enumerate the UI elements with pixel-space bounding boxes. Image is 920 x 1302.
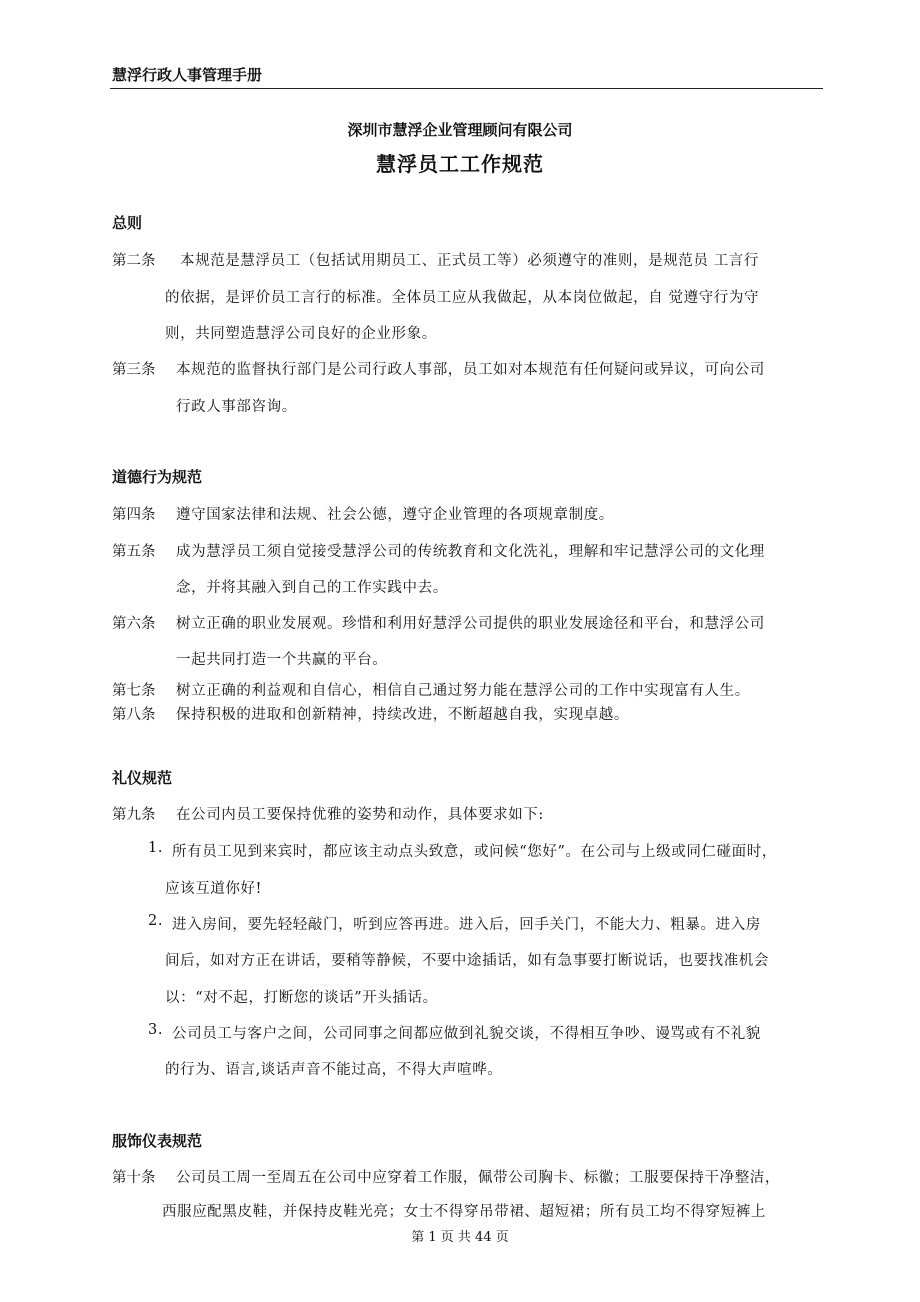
article-label: 第九条 [112, 807, 156, 823]
running-header: 慧浮行政人事管理手册 [112, 66, 263, 84]
list-item-text: 应该互道你好! [165, 881, 263, 897]
company-name: 深圳市慧浮企业管理顾问有限公司 [347, 121, 573, 139]
document-title: 慧浮员工工作规范 [376, 152, 544, 176]
article-label: 第二条 [112, 253, 156, 269]
article-text: 公司员工周一至周五在公司中应穿着工作服，佩带公司胸卡、标徽；工服要保持干净整洁， [176, 1170, 780, 1186]
list-item-number: 2. [148, 913, 164, 929]
article-label: 第六条 [112, 616, 156, 632]
header-rule [110, 88, 823, 89]
article-text: 西服应配黑皮鞋，并保持皮鞋光亮；女士不得穿吊带裙、超短裙；所有员工均不得穿短裤上 [162, 1204, 766, 1220]
article-text: 保持积极的进取和创新精神，持续改进，不断超越自我，实现卓越。 [176, 707, 629, 723]
article-text: 遵守国家法律和法规、社会公德，遵守企业管理的各项规章制度。 [176, 507, 614, 523]
section-heading-ethics: 道德行为规范 [112, 468, 203, 486]
article-label: 第四条 [112, 507, 156, 523]
article-label: 第八条 [112, 707, 156, 723]
article-label: 第十条 [112, 1170, 156, 1186]
article-text: 树立正确的利益观和自信心，相信自己通过努力能在慧浮公司的工作中实现富有人生。 [176, 683, 750, 699]
list-item-text: 所有员工见到来宾时，都应该主动点头致意，或问候“您好”。在公司与上级或同仁碰面时， [172, 844, 777, 860]
article-text: 一起共同打造一个共赢的平台。 [176, 652, 388, 668]
list-item-number: 1. [148, 840, 164, 856]
article-text: 树立正确的职业发展观。珍惜和利用好慧浮公司提供的职业发展途径和平台，和慧浮公司 [176, 616, 765, 632]
article-text: 本规范的监督执行部门是公司行政人事部，员工如对本规范有任何疑问或异议，可向公司 [176, 362, 765, 378]
list-item-text: 进入房间，要先轻轻敲门，听到应答再进。进入后，回手关门，不能大力、粗暴。进入房 [172, 917, 761, 933]
list-item-text: 公司员工与客户之间，公司同事之间都应做到礼貌交谈，不得相互争吵、谩骂或有不礼貌 [172, 1026, 761, 1042]
section-heading-etiquette: 礼仪规范 [112, 769, 173, 787]
article-label: 第七条 [112, 683, 156, 699]
article-text: 的依据，是评价员工言行的标准。全体员工应从我做起，从本岗位做起，自 觉遵守行为守 [165, 290, 760, 306]
list-item-number: 3. [148, 1022, 164, 1038]
article-text: 在公司内员工要保持优雅的姿势和动作，具体要求如下: [176, 807, 544, 823]
article-text: 念，并将其融入到自己的工作实践中去。 [176, 580, 448, 596]
article-text: 成为慧浮员工须自觉接受慧浮公司的传统教育和文化洗礼，理解和牢记慧浮公司的文化理 [176, 544, 765, 560]
section-heading-general: 总则 [112, 214, 143, 232]
article-label: 第三条 [112, 362, 156, 378]
list-item-text: 间后，如对方正在讲话，要稍等静候，不要中途插话，如有急事要打断说话，也要找准机会 [165, 953, 769, 969]
list-item-text: 的行为、语言,谈话声音不能过高，不得大声喧哗。 [165, 1062, 503, 1078]
article-text: 本规范是慧浮员工（包括试用期员工、正式员工等）必须遵守的准则，是规范员 工言行 [180, 253, 760, 269]
section-heading-dress: 服饰仪表规范 [112, 1132, 203, 1150]
article-label: 第五条 [112, 544, 156, 560]
list-item-text: 以：“对不起，打断您的谈话”开头插话。 [165, 990, 438, 1006]
page-footer: 第 1 页 共 44 页 [411, 1230, 509, 1245]
article-text: 行政人事部咨询。 [176, 399, 297, 415]
article-text: 则，共同塑造慧浮公司良好的企业形象。 [165, 326, 437, 342]
